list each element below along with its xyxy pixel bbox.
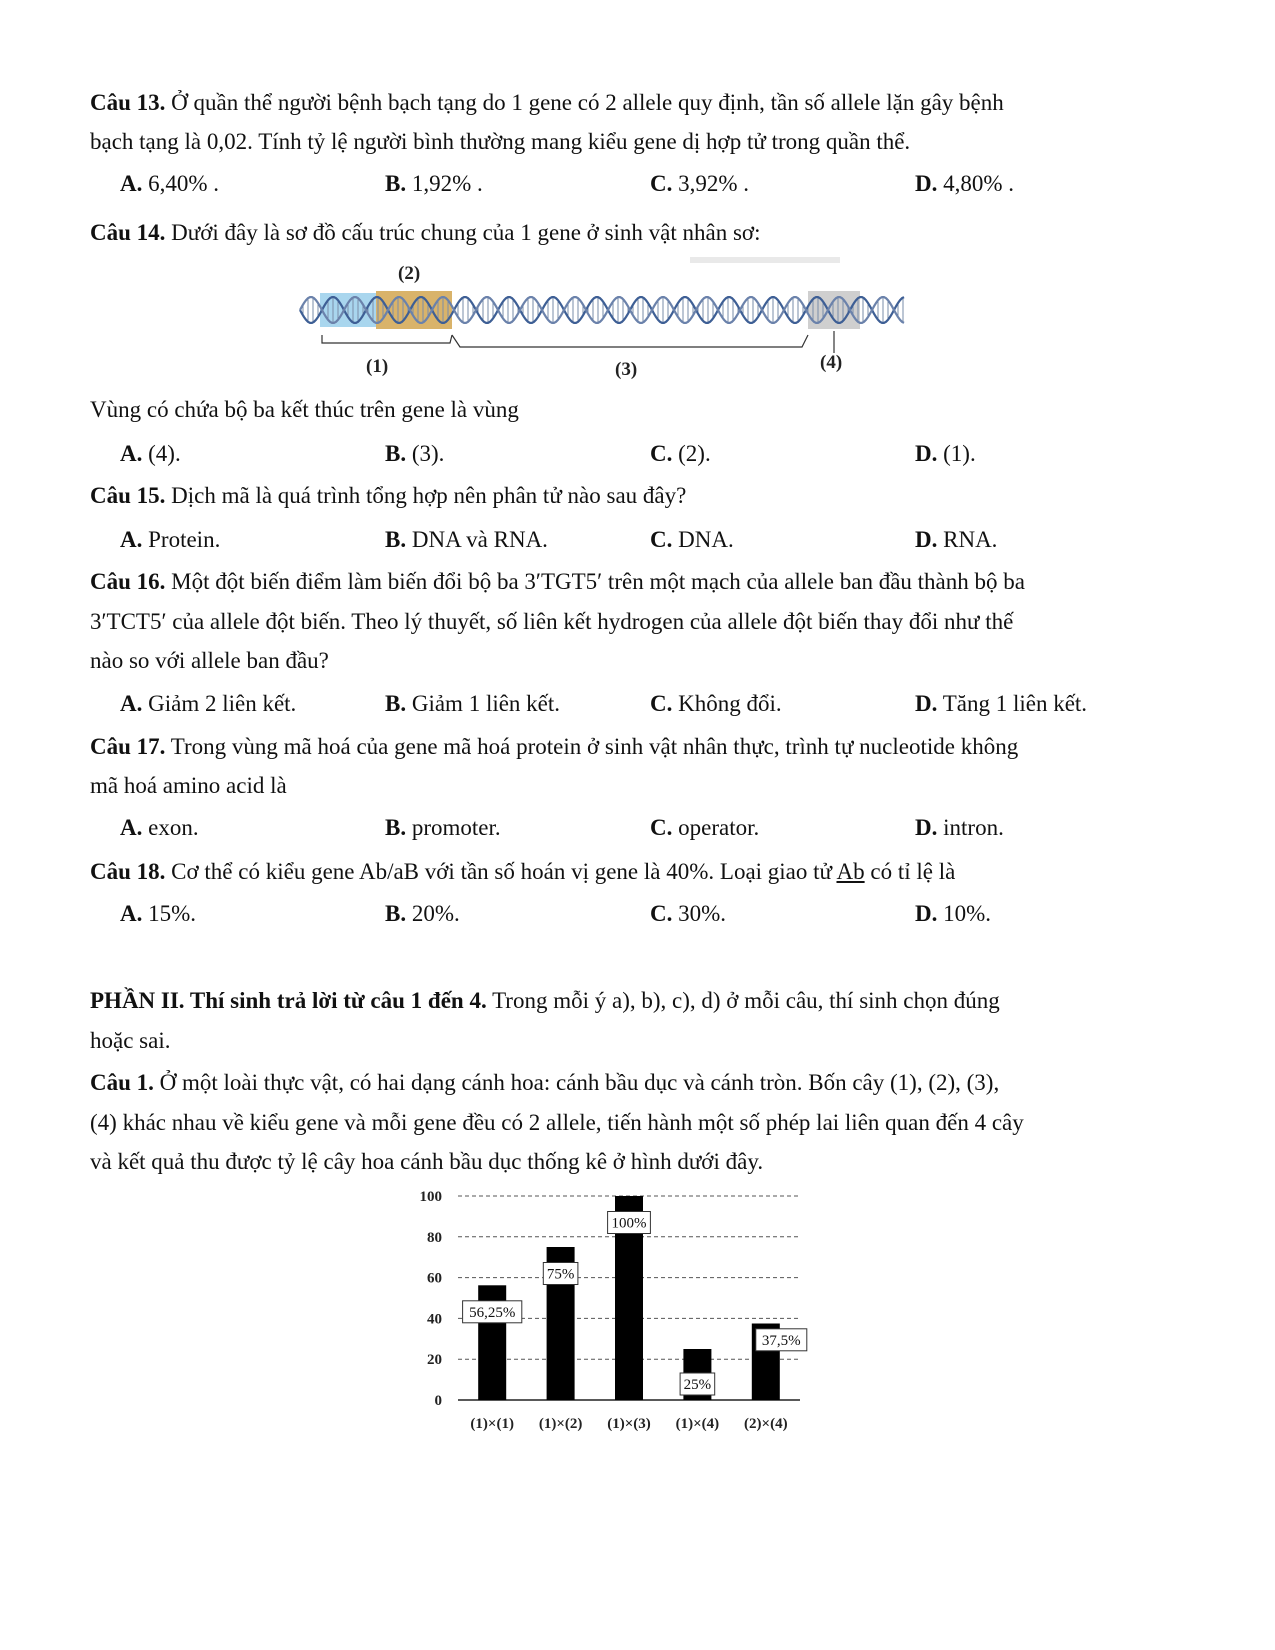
- q16-text-3: nào so với allele ban đầu?: [90, 648, 329, 673]
- y-tick-label: 0: [434, 1393, 442, 1409]
- q17-option-b[interactable]: B. promoter.: [385, 815, 501, 840]
- x-tick-label: (1)×(4): [675, 1416, 720, 1432]
- y-tick-label: 80: [427, 1229, 442, 1246]
- x-tick-label: (1)×(1): [470, 1416, 514, 1432]
- data-label: 100%: [611, 1215, 647, 1232]
- q18-text-before: Cơ thể có kiểu gene Ab/aB với tần số hoán vị gene là 40%. Loại giao tử: [165, 859, 837, 884]
- diagram-label-1: (1): [366, 356, 389, 377]
- q13-option-c[interactable]: C. 3,92% .: [650, 171, 750, 196]
- diagram-label-2: (2): [398, 263, 421, 284]
- q13-label: Câu 13.: [90, 90, 166, 115]
- x-tick-label: (1)×(2): [538, 1416, 583, 1432]
- q17-text-2: mã hoá amino acid là: [90, 773, 287, 798]
- data-label: 56,25%: [469, 1304, 516, 1321]
- q16-option-a[interactable]: A. Giảm 2 liên kết.: [120, 691, 297, 716]
- diagram-label-4: (4): [820, 352, 843, 373]
- q16-text-1: Một đột biến điểm làm biến đổi bộ ba 3′TGT5′ trên một mạch của allele ban đầu thành bộ ba: [165, 569, 1025, 594]
- q15-text-1: Dịch mã là quá trình tổng hợp nên phân tử nào sau đây?: [165, 483, 687, 508]
- q13-options: [120, 169, 1180, 199]
- q15-label: Câu 15.: [90, 483, 166, 508]
- q17-text-1: Trong vùng mã hoá của gene mã hoá protein ở sinh vật nhân thực, trình tự nucleotide không: [165, 734, 1019, 759]
- q14-line-1: [90, 218, 1190, 248]
- q13-option-d[interactable]: D. 4,80% .: [915, 171, 1015, 196]
- data-label: 75%: [546, 1266, 575, 1283]
- data-label: 37,5%: [761, 1332, 801, 1349]
- q14-option-a[interactable]: A. (4).: [120, 441, 181, 466]
- c1-text-2: (4) khác nhau về kiểu gene và mỗi gene đều có 2 allele, tiến hành một số phép lai liên quan đến 4 cây: [90, 1110, 1024, 1135]
- q18-label: Câu 18.: [90, 859, 166, 884]
- part2-line-1: [90, 986, 1190, 1016]
- part2-text-1: Trong mỗi ý a), b), c), d) ở mỗi câu, thí sinh chọn đúng: [486, 988, 1000, 1013]
- q18-option-c[interactable]: C. 30%.: [650, 901, 727, 926]
- q16-option-b[interactable]: B. Giảm 1 liên kết.: [385, 691, 561, 716]
- bar-chart: [400, 1180, 830, 1450]
- q13-text-1: Ở quần thể người bệnh bạch tạng do 1 gene có 2 allele quy định, tần số allele lặn gây bệnh: [165, 90, 1004, 115]
- part2-heading: PHẦN II. Thí sinh trả lời từ câu 1 đến 4.: [90, 988, 487, 1013]
- q17-option-a[interactable]: A. exon.: [120, 815, 199, 840]
- q13-line-1: [90, 88, 1190, 118]
- q18-options: [120, 899, 1180, 929]
- c1-text-1: Ở một loài thực vật, có hai dạng cánh hoa: cánh bầu dục và cánh tròn. Bốn cây (1), (2), (3),: [153, 1070, 1000, 1095]
- q15-option-b[interactable]: B. DNA và RNA.: [385, 527, 548, 552]
- q16-text-2: 3′TCT5′ của allele đột biến. Theo lý thuyết, số liên kết hydrogen của allele đột biến thay đổi như thế: [90, 609, 1014, 634]
- q15-option-d[interactable]: D. RNA.: [915, 527, 998, 552]
- q15-options: [120, 525, 1180, 555]
- c1-label: Câu 1.: [90, 1070, 154, 1095]
- gene-structure-diagram: [290, 255, 930, 385]
- q16-line-1: [90, 567, 1190, 597]
- y-tick-label: 60: [427, 1270, 442, 1287]
- q14-options: [120, 439, 1180, 469]
- x-tick-label: (2)×(4): [744, 1416, 788, 1432]
- brace-region-1: [322, 335, 452, 343]
- q16-options: [120, 689, 1180, 719]
- q16-label: Câu 16.: [90, 569, 166, 594]
- q18-line-1: [90, 857, 1190, 887]
- q15-option-c[interactable]: C. DNA.: [650, 527, 734, 552]
- q18-text-after: có tỉ lệ là: [864, 859, 956, 884]
- q17-label: Câu 17.: [90, 734, 166, 759]
- c1-line-1: [90, 1068, 1190, 1098]
- diagram-label-3: (3): [615, 359, 638, 380]
- q18-option-b[interactable]: B. 20%.: [385, 901, 460, 926]
- q14-label: Câu 14.: [90, 220, 166, 245]
- y-tick-label: 100: [419, 1189, 442, 1205]
- q15-option-a[interactable]: A. Protein.: [120, 527, 221, 552]
- c1-text-3: và kết quả thu được tỷ lệ cây hoa cánh bầu dục thống kê ở hình dưới đây.: [90, 1149, 764, 1174]
- q14-option-c[interactable]: C. (2).: [650, 441, 711, 466]
- q13-option-b[interactable]: B. 1,92% .: [385, 171, 483, 196]
- q13-text-2: bạch tạng là 0,02. Tính tỷ lệ người bình thường mang kiểu gene dị hợp tử trong quần thể.: [90, 129, 911, 154]
- q14-option-b[interactable]: B. (3).: [385, 441, 445, 466]
- q15-line-1: [90, 481, 1190, 511]
- brace-region-3: [452, 335, 808, 347]
- y-tick-label: 40: [427, 1311, 442, 1328]
- q17-line-1: [90, 732, 1190, 762]
- q18-option-d[interactable]: D. 10%.: [915, 901, 992, 926]
- q16-option-d[interactable]: D. Tăng 1 liên kết.: [915, 691, 1088, 716]
- q13-option-a[interactable]: A. 6,40% .: [120, 171, 220, 196]
- q14-text-2: Vùng có chứa bộ ba kết thúc trên gene là vùng: [90, 397, 519, 422]
- data-label: 25%: [683, 1377, 712, 1393]
- q18-underlined-gamete: Ab: [836, 859, 865, 884]
- q14-option-d[interactable]: D. (1).: [915, 441, 976, 466]
- q16-option-c[interactable]: C. Không đổi.: [650, 691, 782, 716]
- part2-text-2: hoặc sai.: [90, 1028, 171, 1053]
- q18-option-a[interactable]: A. 15%.: [120, 901, 197, 926]
- q17-option-c[interactable]: C. operator.: [650, 815, 760, 840]
- q17-options: [120, 813, 1180, 843]
- q17-option-d[interactable]: D. intron.: [915, 815, 1004, 840]
- x-tick-label: (1)×(3): [607, 1416, 651, 1432]
- q14-text-1: Dưới đây là sơ đồ cấu trúc chung của 1 gene ở sinh vật nhân sơ:: [165, 220, 761, 245]
- y-tick-label: 20: [427, 1352, 442, 1369]
